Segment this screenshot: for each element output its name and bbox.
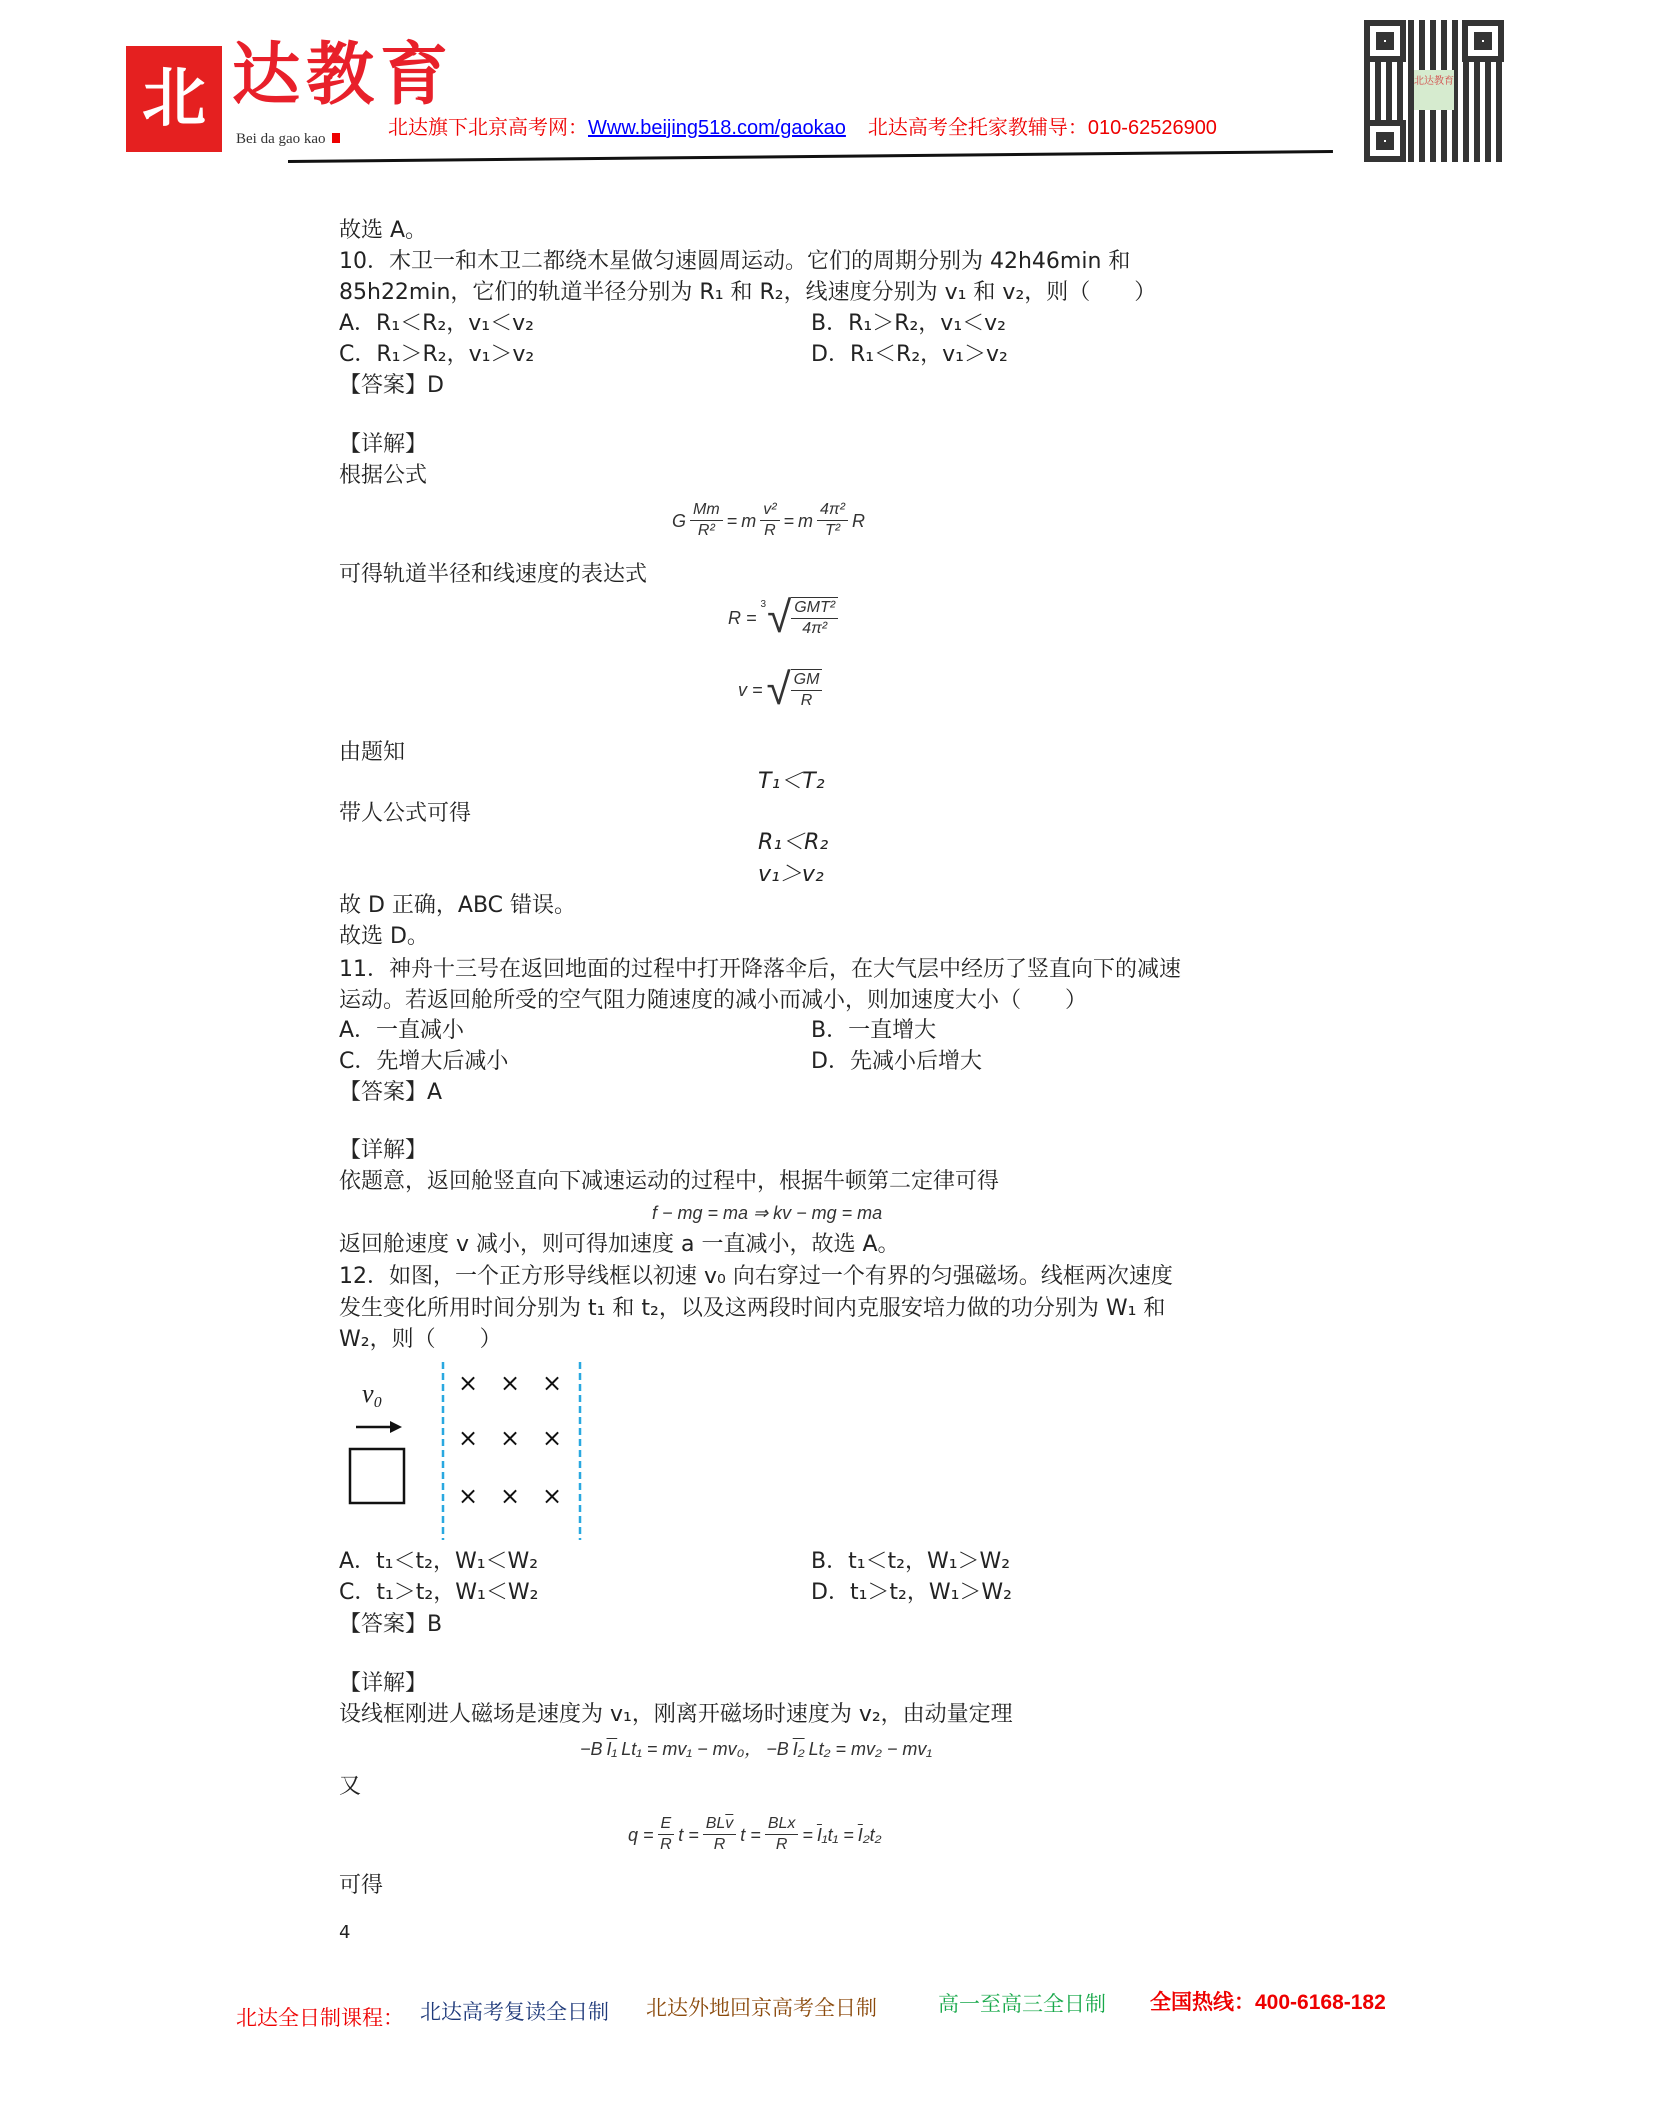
denominator: R [660, 1836, 672, 1853]
brand-pinyin [236, 130, 340, 148]
formula-part: I₁ [606, 1739, 618, 1759]
footer-course-1[interactable]: 北达高考复读全日制 [420, 2001, 609, 2024]
fraction [791, 670, 823, 711]
numerator: 4π² [817, 500, 848, 521]
formula-gravity [672, 500, 865, 541]
velocity-label: v₀ [362, 1379, 383, 1408]
question-12-cont: 发生变化所用时间分别为 t₁ 和 t₂，以及这两段时间内克服安培力做的功分别为 W₁ 和 [339, 1296, 1166, 1321]
footer-hotline: 全国热线：400-6168-182 [1150, 1991, 1386, 2014]
formula-part: = [802, 1824, 813, 1845]
formula-part: t = [740, 1824, 761, 1845]
denominator: R [775, 1836, 788, 1853]
formula-part: R = [728, 608, 757, 628]
radical-icon: √ [766, 665, 791, 714]
option-a: A．R₁＜R₂，v₁＜v₂ [339, 311, 534, 336]
header-info [388, 116, 1217, 140]
text-line: 又 [339, 1774, 362, 1799]
formula-part: ₂t₂ [862, 1824, 882, 1845]
numerator: E [658, 1814, 675, 1835]
fraction [690, 500, 723, 541]
site-label: 北达旗下北京高考网： [388, 117, 588, 139]
text-line: 故选 A。 [339, 218, 428, 243]
formula-part: −B [580, 1739, 603, 1759]
question-11: 11．神舟十三号在返回地面的过程中打开降落伞后，在大气层中经历了竖直向下的减速 [339, 957, 1181, 982]
formula-part: Lt₂ = mv₂ − mv₁ [808, 1739, 933, 1759]
denominator: R [800, 692, 813, 709]
formula-momentum [580, 1738, 932, 1760]
text-line: 带人公式可得 [339, 801, 472, 826]
root-index: 3 [760, 599, 767, 610]
option-d: D．t₁＞t₂，W₁＞W₂ [811, 1580, 1012, 1605]
field-cross-icon: × [457, 1424, 479, 1452]
qr-finder [1364, 20, 1406, 62]
formula-part: t = [678, 1824, 699, 1845]
field-cross-icon: × [457, 1482, 479, 1510]
numerator: $\overline{v}$ [725, 1815, 734, 1832]
text-line: 故 D 正确，ABC 错误。 [339, 893, 577, 918]
numerator: BLx [765, 1814, 799, 1835]
text-line: 可得轨道半径和线速度的表达式 [339, 562, 648, 587]
field-cross-icon: × [499, 1482, 521, 1510]
option-b: B．R₁＞R₂，v₁＜v₂ [811, 311, 1006, 336]
answer: 【答案】A [339, 1080, 443, 1105]
fraction [791, 598, 838, 639]
option-b: B．一直增大 [811, 1018, 937, 1043]
detail-heading: 【详解】 [339, 1671, 428, 1696]
numerator: BL [705, 1815, 726, 1832]
field-cross-icon: × [541, 1482, 563, 1510]
detail-heading: 【详解】 [339, 1138, 428, 1163]
arrow-right-icon [356, 1421, 402, 1433]
numerator: v² [760, 500, 779, 521]
formula-part: Lt₁ = mv₁ − mv₀， [621, 1739, 763, 1759]
formula-radius-result: R₁＜R₂ [758, 830, 829, 855]
tutor-hotline: 北达高考全托家教辅导：010-62526900 [867, 117, 1217, 139]
magnetic-field-figure [340, 1360, 600, 1550]
formula-newton: f − mg = ma ⇒ kv − mg = ma [652, 1203, 883, 1223]
formula-charge [628, 1814, 882, 1855]
text-line: 由题知 [339, 740, 406, 765]
field-cross-icon: × [499, 1424, 521, 1452]
option-b: B．t₁＜t₂，W₁＞W₂ [811, 1549, 1011, 1574]
formula-part: $\overline{I}$ [857, 1824, 863, 1845]
square-root [766, 665, 823, 714]
formula-part: m [741, 510, 757, 531]
qr-finder [1462, 20, 1504, 62]
qr-center-logo: 北达教育 [1414, 70, 1454, 110]
brand-name: 达教育 [232, 35, 455, 115]
wire-frame [350, 1449, 404, 1503]
question-10: 10．木卫一和木卫二都绕木星做匀速圆周运动。它们的周期分别为 42h46min 和 [339, 249, 1131, 274]
formula-part: m [798, 510, 814, 531]
question-12-cont: W₂，则（ ） [339, 1327, 502, 1352]
option-d: D．R₁＜R₂，v₁＞v₂ [811, 342, 1008, 367]
square-bullet-icon [332, 133, 340, 143]
fraction [658, 1814, 675, 1855]
question-12: 12．如图，一个正方形导线框以初速 v₀ 向右穿过一个有界的匀强磁场。线框两次速度 [339, 1264, 1173, 1289]
footer-course-2[interactable]: 北达外地回京高考全日制 [646, 1997, 877, 2020]
numerator: Mm [690, 500, 723, 521]
radical-icon: √ [767, 593, 792, 642]
denominator: 4π² [802, 620, 828, 637]
detail-heading: 【详解】 [339, 432, 428, 457]
text-line: 故选 D。 [339, 924, 429, 949]
footer-courses-label: 北达全日制课程： [236, 2007, 404, 2030]
fraction [760, 500, 779, 541]
question-10-cont: 85h22min，它们的轨道半径分别为 R₁ 和 R₂，线速度分别为 v₁ 和 v₂，则（ ） [339, 280, 1157, 305]
answer: 【答案】D [339, 373, 444, 398]
formula-part: = [726, 510, 738, 531]
field-cross-icon: × [499, 1369, 521, 1397]
option-d: D．先减小后增大 [811, 1049, 982, 1074]
formula-part: G [672, 510, 687, 531]
text-line: 依题意，返回舱竖直向下减速运动的过程中，根据牛顿第二定律可得 [339, 1169, 1000, 1194]
formula-part: q = [628, 1824, 654, 1845]
numerator: GMT² [791, 598, 838, 619]
logo-char: 北 [142, 61, 206, 136]
text-line: 设线框刚进人磁场是速度为 v₁，刚离开磁场时速度为 v₂，由动量定理 [339, 1702, 1013, 1727]
answer: 【答案】B [339, 1612, 443, 1637]
logo-mark [126, 46, 222, 152]
qr-code-icon [1364, 20, 1504, 162]
denominator: T² [824, 522, 841, 539]
formula-period: T₁＜T₂ [758, 769, 825, 794]
option-a: A．一直减小 [339, 1018, 465, 1043]
denominator: R [764, 522, 776, 539]
page-number: 4 [339, 1922, 351, 1943]
text-line: 可得 [339, 1873, 384, 1898]
formula-radius [728, 593, 838, 642]
denominator: R² [697, 522, 715, 539]
text-line: 返回舱速度 v 减小，则可得加速度 a 一直减小，故选 A。 [339, 1232, 900, 1257]
site-link[interactable]: Www.beijing518.com/gaokao [588, 117, 846, 139]
field-cross-icon: × [541, 1424, 563, 1452]
formula-part: −B [766, 1739, 789, 1759]
option-c: C．先增大后减小 [339, 1049, 509, 1074]
formula-part: $\overline{I}$ [816, 1824, 822, 1845]
formula-part: v = [738, 680, 763, 700]
formula-velocity-result: v₁＞v₂ [758, 862, 824, 887]
numerator: GM [791, 670, 823, 691]
formula-part: = [783, 510, 795, 531]
header-divider [288, 150, 1333, 163]
option-c: C．t₁＞t₂，W₁＜W₂ [339, 1580, 539, 1605]
formula-part: R [851, 510, 865, 531]
text-line: 根据公式 [339, 463, 428, 488]
option-c: C．R₁＞R₂，v₁＞v₂ [339, 342, 535, 367]
denominator: R [713, 1836, 726, 1853]
footer-course-3[interactable]: 高一至高三全日制 [938, 1993, 1106, 2016]
field-cross-icon: × [457, 1369, 479, 1397]
fraction [817, 500, 848, 541]
formula-part: ₁t₁ = [821, 1824, 854, 1845]
formula-part: I₂ [792, 1739, 805, 1759]
brand-pinyin-text: Bei da gao kao [236, 131, 326, 147]
fraction [765, 1814, 799, 1855]
formula-velocity [738, 665, 822, 714]
question-11-cont: 运动。若返回舱所受的空气阻力随速度的减小而减小，则加速度大小（ ） [339, 988, 1088, 1013]
cube-root [760, 593, 839, 642]
field-cross-icon: × [541, 1369, 563, 1397]
qr-finder [1364, 120, 1406, 162]
option-a: A．t₁＜t₂，W₁＜W₂ [339, 1549, 539, 1574]
fraction [703, 1814, 737, 1855]
